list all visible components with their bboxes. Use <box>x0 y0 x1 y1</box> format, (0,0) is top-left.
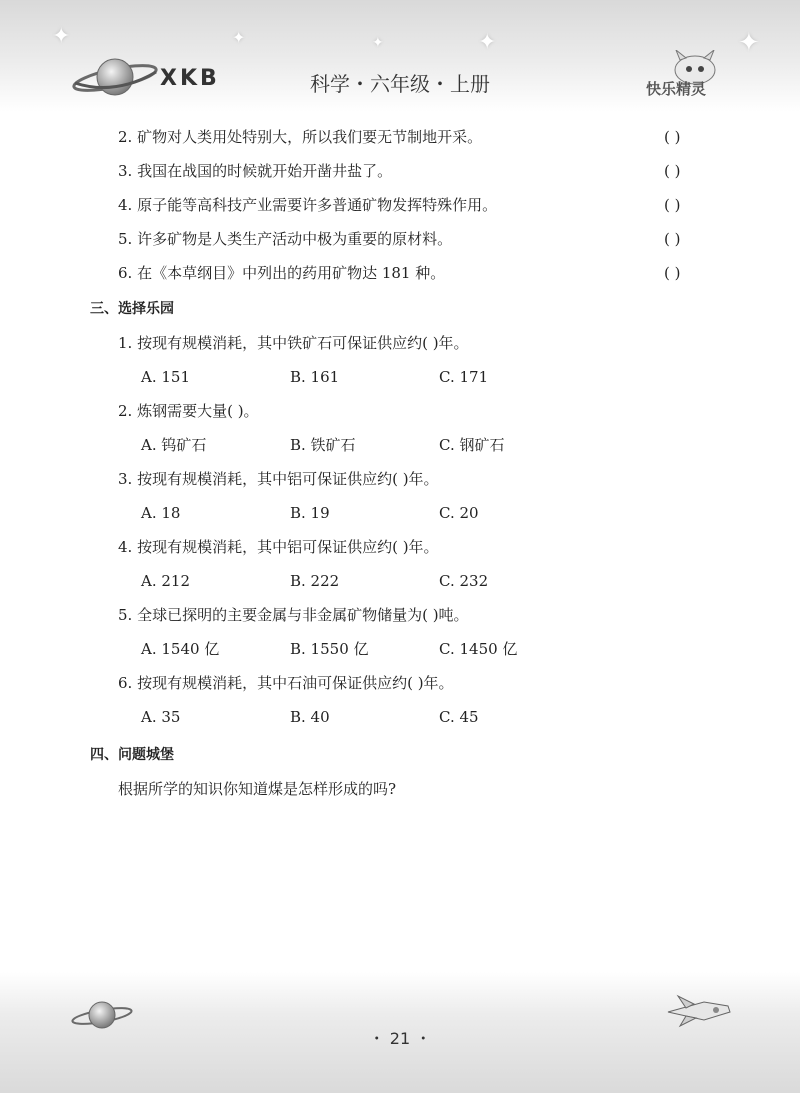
option-a[interactable]: A. 35 <box>141 708 181 726</box>
answer-blank[interactable]: ( ) <box>664 162 681 180</box>
brand-logo: XKB <box>160 66 220 91</box>
option-a[interactable]: A. 18 <box>141 504 181 522</box>
question-text: 3. 按现有规模消耗，其中铝可保证供应约( )年。 <box>118 470 439 488</box>
section-heading: 三、选择乐园 <box>90 301 174 317</box>
question-text: 6. 按现有规模消耗，其中石油可保证供应约( )年。 <box>118 674 454 692</box>
question-text: 根据所学的知识你知道煤是怎样形成的吗? <box>118 780 397 798</box>
answer-blank[interactable]: ( ) <box>664 264 681 282</box>
question-text: 2. 炼钢需要大量( )。 <box>118 402 259 420</box>
question-text: 5. 全球已探明的主要金属与非金属矿物储量为( )吨。 <box>118 606 469 624</box>
option-a[interactable]: A. 212 <box>141 572 190 590</box>
sparkle-icon: ✦ <box>478 30 497 55</box>
sparkle-icon: ✦ <box>232 28 246 47</box>
sparkle-icon: ✦ <box>372 35 384 51</box>
sparkle-icon: ✦ <box>738 28 760 58</box>
option-a[interactable]: A. 1540 亿 <box>141 640 220 658</box>
option-c[interactable]: C. 20 <box>439 504 479 522</box>
judgement-item: 6. 在《本草纲目》中列出的药用矿物达 181 种。 <box>118 264 446 282</box>
option-c[interactable]: C. 钢矿石 <box>439 436 505 454</box>
option-b[interactable]: B. 40 <box>290 708 330 726</box>
answer-blank[interactable]: ( ) <box>664 196 681 214</box>
option-c[interactable]: C. 1450 亿 <box>439 640 518 658</box>
option-c[interactable]: C. 232 <box>439 572 489 590</box>
question-text: 1. 按现有规模消耗，其中铁矿石可保证供应约( )年。 <box>118 334 469 352</box>
option-b[interactable]: B. 1550 亿 <box>290 640 369 658</box>
option-b[interactable]: B. 161 <box>290 368 340 386</box>
sparkle-icon: ✦ <box>52 24 71 49</box>
judgement-item: 5. 许多矿物是人类生产活动中极为重要的原材料。 <box>118 230 453 248</box>
option-c[interactable]: C. 45 <box>439 708 479 726</box>
page-number: ・ 21 ・ <box>368 1029 432 1048</box>
option-b[interactable]: B. 铁矿石 <box>290 436 356 454</box>
judgement-item: 2. 矿物对人类用处特别大，所以我们要无节制地开采。 <box>118 128 483 146</box>
question-text: 4. 按现有规模消耗，其中铝可保证供应约( )年。 <box>118 538 439 556</box>
option-b[interactable]: B. 19 <box>290 504 330 522</box>
mascot-label: 快乐精灵 <box>646 80 707 98</box>
section-heading: 四、问题城堡 <box>90 747 174 763</box>
page-title: 科学・六年级・上册 <box>310 72 490 96</box>
judgement-item: 3. 我国在战国的时候就开始开凿井盐了。 <box>118 162 393 180</box>
answer-blank[interactable]: ( ) <box>664 128 681 146</box>
option-c[interactable]: C. 171 <box>439 368 489 386</box>
option-b[interactable]: B. 222 <box>290 572 340 590</box>
option-a[interactable]: A. 钨矿石 <box>141 436 207 454</box>
spaceship-icon <box>664 990 734 1030</box>
answer-blank[interactable]: ( ) <box>664 230 681 248</box>
judgement-item: 4. 原子能等高科技产业需要许多普通矿物发挥特殊作用。 <box>118 196 498 214</box>
option-a[interactable]: A. 151 <box>141 368 190 386</box>
